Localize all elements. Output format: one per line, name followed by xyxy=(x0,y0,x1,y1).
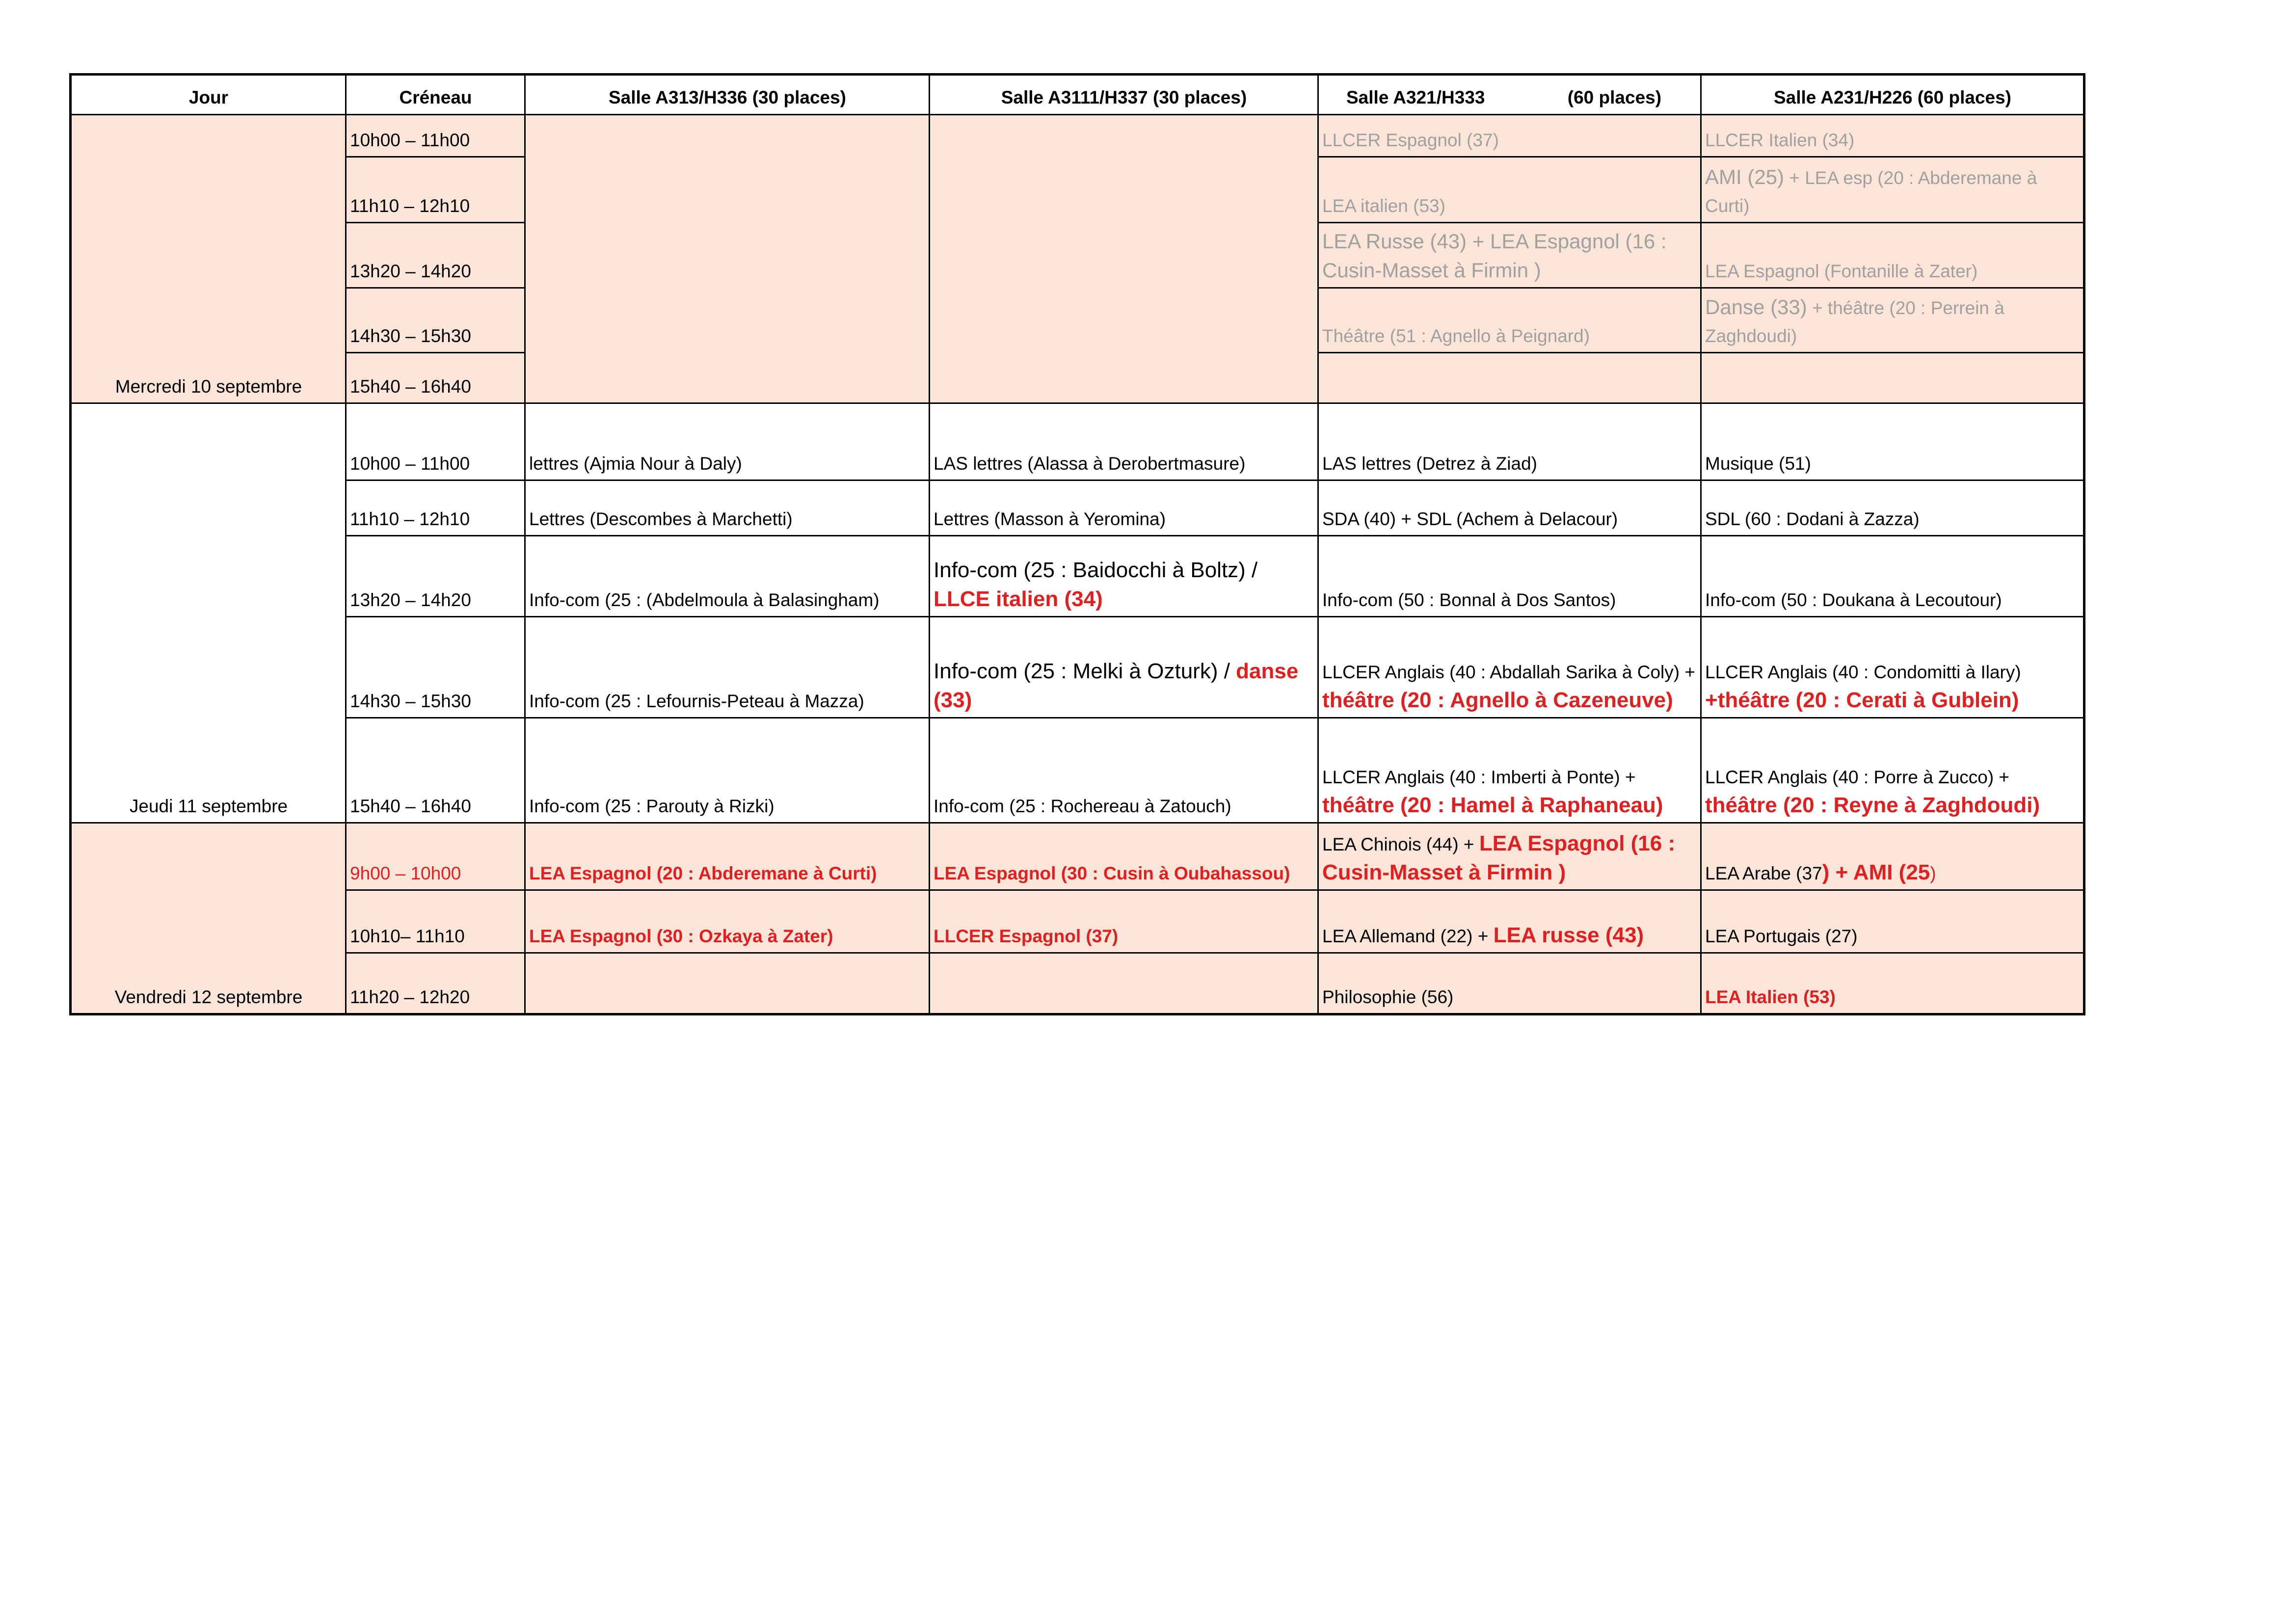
course-cell: LEA Espagnol (Fontanille à Zater) xyxy=(1701,223,2084,288)
header-row xyxy=(71,75,2084,115)
day-cell-wednesday: Mercredi 10 septembre xyxy=(71,115,346,403)
course-text: + LEA esp (20 : Abderemane à Curti) xyxy=(1705,168,2037,216)
course-text-highlight: danse (33) xyxy=(934,659,1299,712)
table-row xyxy=(71,403,2084,480)
course-cell xyxy=(1318,617,1701,718)
slot-cell: 13h20 – 14h20 xyxy=(346,536,525,617)
slot-cell: 9h00 – 10h00 xyxy=(346,823,525,890)
course-cell: Lettres (Masson à Yeromina) xyxy=(930,480,1318,536)
header-salle-a321 xyxy=(1318,75,1701,115)
course-text: LLCER Anglais (40 : Imberti à Ponte) + xyxy=(1322,767,1636,787)
header-jour: Jour xyxy=(71,75,346,115)
day-cell-friday: Vendredi 12 septembre xyxy=(71,823,346,1014)
course-cell: lettres (Ajmia Nour à Daly) xyxy=(525,403,930,480)
empty-cell xyxy=(525,953,930,1014)
course-text: LEA Arabe (37 xyxy=(1705,863,1822,883)
course-cell xyxy=(1701,157,2084,223)
table-row xyxy=(71,890,2084,953)
slot-cell: 10h10– 11h10 xyxy=(346,890,525,953)
table-row xyxy=(71,480,2084,536)
course-cell: Musique (51) xyxy=(1701,403,2084,480)
table-row xyxy=(71,115,2084,157)
slot-cell: 11h20 – 12h20 xyxy=(346,953,525,1014)
header-salle-a321-places: (60 places) xyxy=(1567,87,1662,107)
course-cell xyxy=(1318,823,1701,890)
course-text-highlight: théâtre (20 : Cerati à Gublein) xyxy=(1717,688,2019,712)
course-cell: LLCER Espagnol (37) xyxy=(1318,115,1701,157)
course-cell: Info-com (25 : Rochereau à Zatouch) xyxy=(930,718,1318,823)
slot-cell: 10h00 – 11h00 xyxy=(346,115,525,157)
slot-cell: 14h30 – 15h30 xyxy=(346,617,525,718)
empty-cell xyxy=(1701,353,2084,403)
course-cell: LAS lettres (Detrez à Ziad) xyxy=(1318,403,1701,480)
course-cell xyxy=(1701,288,2084,353)
course-cell: Théâtre (51 : Agnello à Peignard) xyxy=(1318,288,1701,353)
empty-cell xyxy=(930,953,1318,1014)
table-row xyxy=(71,718,2084,823)
course-text: LEA Allemand (22) + xyxy=(1322,926,1494,946)
course-cell: LEA Espagnol (20 : Abderemane à Curti) xyxy=(525,823,930,890)
course-cell xyxy=(1701,617,2084,718)
header-salle-a313: Salle A313/H336 (30 places) xyxy=(525,75,930,115)
course-text: LEA Chinois (44) + xyxy=(1322,834,1479,854)
slot-cell: 15h40 – 16h40 xyxy=(346,353,525,403)
course-text: LLCER Anglais (40 : Condomitti à Ilary) xyxy=(1705,662,2021,682)
empty-cell xyxy=(525,115,930,403)
course-cell xyxy=(1318,890,1701,953)
header-salle-a231: Salle A231/H226 (60 places) xyxy=(1701,75,2084,115)
course-text: ) xyxy=(1930,863,1936,883)
course-cell: Info-com (25 : Lefournis-Peteau à Mazza) xyxy=(525,617,930,718)
course-cell xyxy=(1701,718,2084,823)
course-text-highlight: théâtre (20 : Hamel à Raphaneau) xyxy=(1322,793,1663,817)
course-text-highlight: LEA Espagnol (16 : Cusin-Masset à Firmin ) xyxy=(1322,831,1676,884)
course-text: Info-com (25 : Baidocchi à Boltz) / xyxy=(934,558,1258,582)
course-text: LLCER Anglais (40 : Abdallah Sarika à Coly) + xyxy=(1322,662,1695,682)
course-cell: Info-com (25 : Parouty à Rizki) xyxy=(525,718,930,823)
empty-cell xyxy=(1318,353,1701,403)
slot-cell: 13h20 – 14h20 xyxy=(346,223,525,288)
slot-cell: 15h40 – 16h40 xyxy=(346,718,525,823)
course-cell: SDA (40) + SDL (Achem à Delacour) xyxy=(1318,480,1701,536)
course-cell xyxy=(1318,718,1701,823)
slot-cell: 10h00 – 11h00 xyxy=(346,403,525,480)
course-text: Danse (33) xyxy=(1705,295,1807,319)
day-cell-thursday: Jeudi 11 septembre xyxy=(71,403,346,823)
schedule-table xyxy=(69,73,2085,1015)
course-text: Info-com (25 : Melki à Ozturk) / xyxy=(934,659,1236,683)
course-cell xyxy=(1701,823,2084,890)
course-cell: LAS lettres (Alassa à Derobertmasure) xyxy=(930,403,1318,480)
course-cell: Lettres (Descombes à Marchetti) xyxy=(525,480,930,536)
slot-cell: 14h30 – 15h30 xyxy=(346,288,525,353)
table-row xyxy=(71,823,2084,890)
course-cell xyxy=(1318,223,1701,288)
course-text: LLCER Anglais (40 : Porre à Zucco) + xyxy=(1705,767,2010,787)
table-row xyxy=(71,536,2084,617)
course-cell: LEA Espagnol (30 : Cusin à Oubahassou) xyxy=(930,823,1318,890)
course-cell xyxy=(930,617,1318,718)
course-cell: LLCER Italien (34) xyxy=(1701,115,2084,157)
slot-cell: 11h10 – 12h10 xyxy=(346,157,525,223)
course-cell: Philosophie (56) xyxy=(1318,953,1701,1014)
header-creneau: Créneau xyxy=(346,75,525,115)
course-text-highlight: LEA russe (43) xyxy=(1493,923,1644,947)
slot-cell: 11h10 – 12h10 xyxy=(346,480,525,536)
course-text-highlight: théâtre (20 : Agnello à Cazeneuve) xyxy=(1322,688,1673,712)
course-text: AMI (25) xyxy=(1705,165,1785,188)
course-cell: LEA Portugais (27) xyxy=(1701,890,2084,953)
empty-cell xyxy=(930,115,1318,403)
header-salle-a3111: Salle A3111/H337 (30 places) xyxy=(930,75,1318,115)
course-text-highlight: LLCE italien (34) xyxy=(934,587,1103,611)
table-row xyxy=(71,953,2084,1014)
course-cell: LEA italien (53) xyxy=(1318,157,1701,223)
course-cell: SDL (60 : Dodani à Zazza) xyxy=(1701,480,2084,536)
header-salle-a321-name: Salle A321/H333 xyxy=(1346,87,1485,107)
course-text: LEA Russe (43) + LEA Espagnol (16 : Cusin-Masset à Firmin ) xyxy=(1322,230,1667,282)
course-cell xyxy=(930,536,1318,617)
course-cell: LEA Espagnol (30 : Ozkaya à Zater) xyxy=(525,890,930,953)
course-cell: Info-com (50 : Doukana à Lecoutour) xyxy=(1701,536,2084,617)
course-cell: LEA Italien (53) xyxy=(1701,953,2084,1014)
course-text-highlight: ) + AMI (25 xyxy=(1822,860,1930,884)
course-cell: LLCER Espagnol (37) xyxy=(930,890,1318,953)
table-row xyxy=(71,617,2084,718)
course-cell: Info-com (25 : (Abdelmoula à Balasingham) xyxy=(525,536,930,617)
course-text-highlight: théâtre (20 : Reyne à Zaghdoudi) xyxy=(1705,793,2040,817)
course-text-highlight: + xyxy=(1705,688,1718,712)
course-text: + théâtre (20 : Perrein à Zaghdoudi) xyxy=(1705,298,2004,346)
course-cell: Info-com (50 : Bonnal à Dos Santos) xyxy=(1318,536,1701,617)
